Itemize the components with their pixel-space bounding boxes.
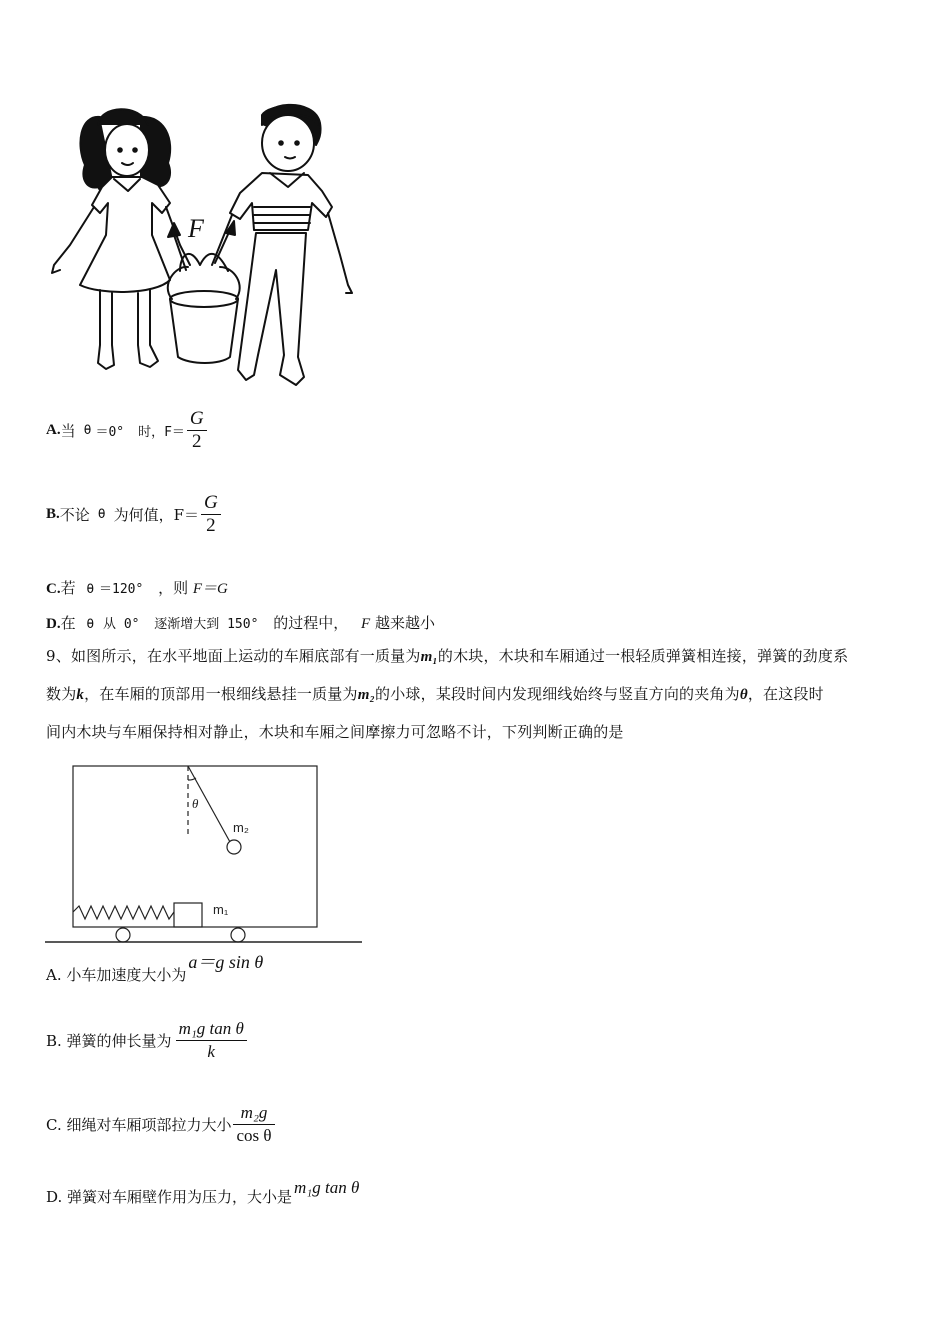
wheel-right [231,928,245,942]
option-text: ，则 [158,579,189,597]
mass-symbol: m₁ [420,649,438,665]
fraction-denominator: 2 [206,515,216,536]
theta-symbol: θ [739,687,748,703]
fraction [233,1102,274,1147]
q8-option-b [46,492,223,537]
option-text: 时，F＝ [138,425,185,440]
stem-text: 的小球，某段时间内发现细线始终与竖直方向的夹角为 [375,685,740,703]
fraction-numerator: m₁g tan θ [178,1019,244,1038]
m2-label: m₂ [233,820,249,835]
q8-option-d [46,612,435,633]
k-symbol: k [76,687,85,703]
option-text: ＝120° [99,582,144,597]
fraction-numerator: G [189,408,204,429]
option-text: 的过程中， [273,614,349,632]
stem-text: 如图所示，在水平地面上运动的车厢底部有一质量为 [70,647,421,665]
fraction-numerator: G [204,492,218,513]
force-symbol: F [360,616,371,632]
option-text: 为何值，F＝ [113,506,200,524]
angle-arc [188,778,196,780]
stem-text: ，在这段时 [747,685,824,703]
formula: a＝g sin θ [188,952,264,972]
stem-text: 数为 [46,685,77,703]
fraction-numerator: m₂g [240,1103,268,1122]
option-text: C. 细绳对车厢项部拉力大小 [46,1116,232,1134]
theta-symbol: θ [83,423,92,438]
stem-text: ，在车厢的顶部用一根细线悬挂一质量为 [84,685,358,703]
mass-symbol: m₂ [357,687,376,703]
option-text: 当 [60,422,76,440]
option-letter: C. [46,581,61,597]
formula: m₁g tan θ [294,1178,360,1197]
option-text: A. 小车加速度大小为 [46,966,187,984]
wheel-left [116,928,130,942]
option-letter: D. [46,616,61,632]
q9-option-b [46,1018,249,1063]
fraction [176,1018,247,1063]
theta-symbol: θ [97,507,106,522]
theta-symbol: θ [86,617,95,632]
theta-symbol: θ [86,582,95,597]
fraction-denominator: 2 [192,431,202,452]
stem-text: 的木块，木块和车厢通过一根轻质弹簧相连接，弹簧的劲度系 [437,647,849,665]
q9-option-a [46,952,264,984]
q9-option-c [46,1102,277,1147]
formula: F＝G [192,581,228,597]
option-letter: B. [46,506,60,522]
block-m1 [174,903,202,927]
option-letter: A. [46,422,61,438]
q8-option-a [46,408,209,453]
q9-option-d [46,1178,360,1206]
option-text: D. 弹簧对车厢壁作用为压力，大小是 [46,1188,293,1206]
q9-stem [46,638,908,751]
stem-text: 间内木块与车厢保持相对静止，木块和车厢之间摩擦力可忽略不计，下列判断正确的是 [46,723,624,741]
carriage-figure [40,760,370,950]
fraction-denominator: cos θ [236,1126,272,1145]
option-text: 若 [60,579,76,597]
children-bucket-figure [40,95,360,400]
option-text: 越来越小 [374,614,435,632]
ball-m2 [227,840,241,854]
q8-option-c [46,577,228,598]
fraction [201,492,221,537]
option-text: 在 [60,614,76,632]
option-text: B. 弹簧的伸长量为 [46,1032,172,1050]
force-label: F [188,214,204,243]
question-number: 9、 [46,647,71,665]
m1-label: m₁ [213,902,229,917]
fraction [187,408,207,453]
option-text: 从 0° [103,617,140,632]
spring [73,906,174,919]
fraction-denominator: k [207,1042,215,1061]
theta-label: θ [192,796,199,811]
option-text: ＝0° [95,425,125,440]
option-text: 不论 [59,506,90,524]
option-text: 逐渐增大到 150° [154,617,259,632]
